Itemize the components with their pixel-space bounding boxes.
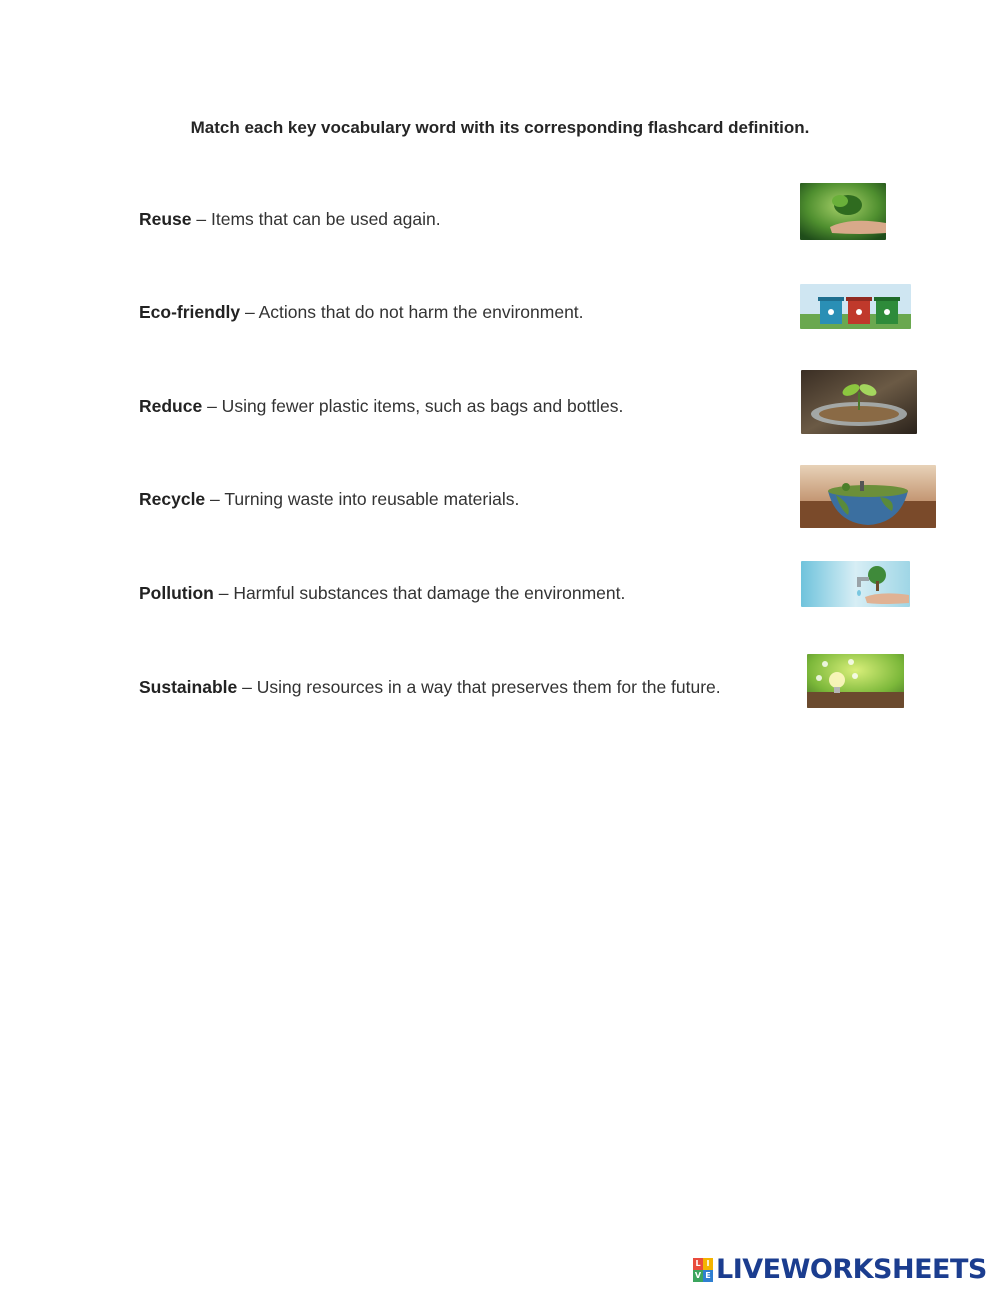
vocab-definition: – Turning waste into reusable materials. bbox=[205, 489, 520, 509]
vocab-row-pollution bbox=[139, 583, 625, 604]
vocab-row-reuse bbox=[139, 209, 441, 230]
plant-in-bottle-icon[interactable] bbox=[801, 370, 917, 434]
vocab-row-recycle bbox=[139, 489, 519, 510]
vocab-term: Recycle bbox=[139, 489, 206, 509]
logo-text: LIVEWORKSHEETS bbox=[716, 1254, 987, 1285]
vocab-term: Reduce bbox=[139, 396, 203, 416]
vocab-row-eco-friendly bbox=[139, 302, 584, 323]
logo-badge-letter: V bbox=[694, 1271, 702, 1280]
vocab-definition: – Using resources in a way that preserves them for the future. bbox=[237, 677, 721, 697]
hand-with-tree-and-tap-icon[interactable] bbox=[801, 561, 910, 607]
liveworksheets-logo[interactable] bbox=[693, 1256, 987, 1284]
vocab-term: Reuse bbox=[139, 209, 192, 229]
instruction-heading: Match each key vocabulary word with its corresponding flashcard definition. bbox=[190, 118, 810, 137]
recycling-bins-icon[interactable] bbox=[800, 284, 911, 329]
logo-badge-letter: E bbox=[703, 1270, 713, 1282]
hand-holding-plant-icon[interactable] bbox=[800, 183, 886, 240]
vocab-definition: – Actions that do not harm the environment. bbox=[240, 302, 584, 322]
vocab-term: Eco-friendly bbox=[139, 302, 241, 322]
vocab-term: Sustainable bbox=[139, 677, 238, 697]
vocab-definition: – Using fewer plastic items, such as bags and bottles. bbox=[202, 396, 624, 416]
vocab-row-sustainable bbox=[139, 677, 721, 698]
vocab-row-reduce bbox=[139, 396, 623, 417]
vocab-definition: – Harmful substances that damage the environment. bbox=[213, 583, 626, 603]
logo-badge-icon bbox=[693, 1258, 713, 1282]
vocab-term: Pollution bbox=[139, 583, 214, 603]
logo-badge-letter: I bbox=[703, 1258, 713, 1270]
vocab-definition: – Items that can be used again. bbox=[191, 209, 441, 229]
earth-half-sphere-icon[interactable] bbox=[800, 465, 936, 528]
logo-badge-letter: L bbox=[693, 1258, 703, 1270]
lightbulb-sprout-icon[interactable] bbox=[807, 654, 904, 708]
